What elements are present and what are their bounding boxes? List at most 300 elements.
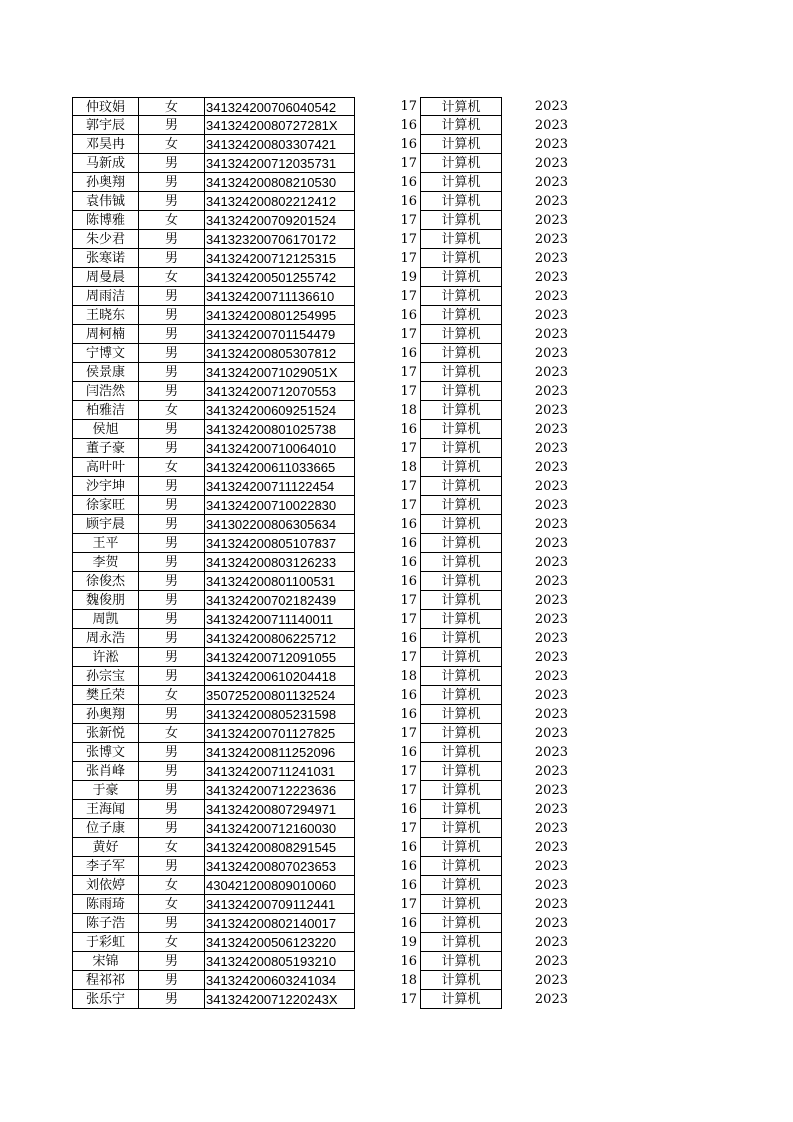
age-cell: 16 (400, 878, 417, 893)
student-name-cell: 张博文 (72, 743, 138, 762)
student-name-cell: 位子康 (72, 819, 138, 838)
age-cell: 16 (400, 422, 417, 437)
age-cell: 17 (400, 992, 417, 1007)
enroll-year-cell: 2023 (534, 422, 568, 437)
table-row (0, 420, 793, 439)
table-row (0, 439, 793, 458)
age-cell: 17 (400, 365, 417, 380)
major-cell: 计算机 (420, 515, 502, 534)
gender-cell: 女 (138, 268, 204, 287)
gender-cell: 男 (138, 344, 204, 363)
student-name-cell: 陈博雅 (72, 211, 138, 230)
gender-cell: 女 (138, 211, 204, 230)
gender-cell: 男 (138, 648, 204, 667)
major-cell: 计算机 (420, 192, 502, 211)
table-row (0, 838, 793, 857)
enroll-year-cell: 2023 (534, 726, 568, 741)
enroll-year-cell: 2023 (534, 536, 568, 551)
major-cell: 计算机 (420, 363, 502, 382)
enroll-year-cell: 2023 (534, 821, 568, 836)
age-cell: 16 (400, 802, 417, 817)
major-cell: 计算机 (420, 895, 502, 914)
enroll-year-cell: 2023 (534, 251, 568, 266)
id-number-cell: 341324200610204418 (204, 667, 355, 686)
gender-cell: 男 (138, 971, 204, 990)
enroll-year-cell: 2023 (534, 232, 568, 247)
table-row (0, 249, 793, 268)
major-cell: 计算机 (420, 534, 502, 553)
student-name-cell: 邓昊冉 (72, 135, 138, 154)
age-cell: 19 (400, 270, 417, 285)
age-cell: 17 (400, 821, 417, 836)
student-name-cell: 张新悦 (72, 724, 138, 743)
id-number-cell: 341324200712223636 (204, 781, 355, 800)
student-name-cell: 于彩虹 (72, 933, 138, 952)
enroll-year-cell: 2023 (534, 194, 568, 209)
enroll-year-cell: 2023 (534, 479, 568, 494)
gender-cell: 女 (138, 933, 204, 952)
major-cell: 计算机 (420, 971, 502, 990)
student-name-cell: 王海闻 (72, 800, 138, 819)
major-cell: 计算机 (420, 838, 502, 857)
major-cell: 计算机 (420, 648, 502, 667)
enroll-year-cell: 2023 (534, 992, 568, 1007)
id-number-cell: 350725200801132524 (204, 686, 355, 705)
student-name-cell: 仲玟娟 (72, 97, 138, 116)
table-row (0, 382, 793, 401)
major-cell: 计算机 (420, 857, 502, 876)
gender-cell: 男 (138, 249, 204, 268)
age-cell: 17 (400, 251, 417, 266)
age-cell: 16 (400, 536, 417, 551)
student-name-cell: 王平 (72, 534, 138, 553)
table-row (0, 496, 793, 515)
id-number-cell: 341324200807023653 (204, 857, 355, 876)
table-row (0, 762, 793, 781)
age-cell: 17 (400, 384, 417, 399)
age-cell: 17 (400, 156, 417, 171)
student-name-cell: 王晓东 (72, 306, 138, 325)
id-number-cell: 341324200811252096 (204, 743, 355, 762)
table-row (0, 306, 793, 325)
student-name-cell: 周永浩 (72, 629, 138, 648)
id-number-cell: 341324200805231598 (204, 705, 355, 724)
id-number-cell: 341324200806225712 (204, 629, 355, 648)
table-row (0, 648, 793, 667)
id-number-cell: 341324200701154479 (204, 325, 355, 344)
major-cell: 计算机 (420, 781, 502, 800)
table-row (0, 895, 793, 914)
table-row (0, 591, 793, 610)
table-row (0, 154, 793, 173)
id-number-cell: 341324200801025738 (204, 420, 355, 439)
age-cell: 16 (400, 745, 417, 760)
major-cell: 计算机 (420, 116, 502, 135)
enroll-year-cell: 2023 (534, 346, 568, 361)
enroll-year-cell: 2023 (534, 289, 568, 304)
enroll-year-cell: 2023 (534, 308, 568, 323)
table-row (0, 363, 793, 382)
gender-cell: 女 (138, 724, 204, 743)
major-cell: 计算机 (420, 97, 502, 116)
student-name-cell: 周雨洁 (72, 287, 138, 306)
gender-cell: 男 (138, 705, 204, 724)
student-name-cell: 魏俊朋 (72, 591, 138, 610)
student-name-cell: 高叶叶 (72, 458, 138, 477)
gender-cell: 男 (138, 477, 204, 496)
table-row (0, 876, 793, 895)
id-number-cell: 341324200805307812 (204, 344, 355, 363)
enroll-year-cell: 2023 (534, 574, 568, 589)
major-cell: 计算机 (420, 819, 502, 838)
id-number-cell: 34132420071029051X (204, 363, 355, 382)
table-row (0, 135, 793, 154)
age-cell: 17 (400, 897, 417, 912)
gender-cell: 女 (138, 401, 204, 420)
gender-cell: 男 (138, 439, 204, 458)
age-cell: 17 (400, 99, 417, 114)
age-cell: 17 (400, 783, 417, 798)
enroll-year-cell: 2023 (534, 498, 568, 513)
table-row (0, 287, 793, 306)
major-cell: 计算机 (420, 154, 502, 173)
enroll-year-cell: 2023 (534, 916, 568, 931)
age-cell: 17 (400, 498, 417, 513)
enroll-year-cell: 2023 (534, 802, 568, 817)
age-cell: 17 (400, 764, 417, 779)
id-number-cell: 341324200712070553 (204, 382, 355, 401)
student-name-cell: 侯旭 (72, 420, 138, 439)
table-row (0, 705, 793, 724)
age-cell: 16 (400, 137, 417, 152)
id-number-cell: 34132420080727281X (204, 116, 355, 135)
major-cell: 计算机 (420, 496, 502, 515)
enroll-year-cell: 2023 (534, 954, 568, 969)
gender-cell: 男 (138, 306, 204, 325)
id-number-cell: 341324200801100531 (204, 572, 355, 591)
student-name-cell: 郭宇辰 (72, 116, 138, 135)
id-number-cell: 341324200808291545 (204, 838, 355, 857)
id-number-cell: 341324200711241031 (204, 762, 355, 781)
major-cell: 计算机 (420, 306, 502, 325)
student-name-cell: 张肖峰 (72, 762, 138, 781)
major-cell: 计算机 (420, 420, 502, 439)
gender-cell: 男 (138, 116, 204, 135)
student-name-cell: 张乐宁 (72, 990, 138, 1009)
major-cell: 计算机 (420, 249, 502, 268)
student-name-cell: 马新成 (72, 154, 138, 173)
table-row (0, 724, 793, 743)
age-cell: 16 (400, 631, 417, 646)
gender-cell: 男 (138, 154, 204, 173)
student-name-cell: 孙奥翔 (72, 173, 138, 192)
table-row (0, 97, 793, 116)
id-number-cell: 341324200501255742 (204, 268, 355, 287)
major-cell: 计算机 (420, 762, 502, 781)
student-name-cell: 沙宇坤 (72, 477, 138, 496)
gender-cell: 男 (138, 800, 204, 819)
age-cell: 16 (400, 308, 417, 323)
table-row (0, 781, 793, 800)
enroll-year-cell: 2023 (534, 175, 568, 190)
enroll-year-cell: 2023 (534, 859, 568, 874)
table-row (0, 344, 793, 363)
table-row (0, 192, 793, 211)
id-number-cell: 341324200709201524 (204, 211, 355, 230)
major-cell: 计算机 (420, 268, 502, 287)
enroll-year-cell: 2023 (534, 783, 568, 798)
id-number-cell: 341324200807294971 (204, 800, 355, 819)
enroll-year-cell: 2023 (534, 612, 568, 627)
table-row (0, 610, 793, 629)
major-cell: 计算机 (420, 952, 502, 971)
student-name-cell: 闫浩然 (72, 382, 138, 401)
table-row (0, 857, 793, 876)
table-row (0, 116, 793, 135)
student-name-cell: 陈子浩 (72, 914, 138, 933)
enroll-year-cell: 2023 (534, 137, 568, 152)
age-cell: 16 (400, 555, 417, 570)
table-row (0, 553, 793, 572)
table-row (0, 686, 793, 705)
major-cell: 计算机 (420, 724, 502, 743)
id-number-cell: 341324200603241034 (204, 971, 355, 990)
id-number-cell: 341324200712125315 (204, 249, 355, 268)
gender-cell: 女 (138, 135, 204, 154)
gender-cell: 男 (138, 325, 204, 344)
id-number-cell: 341324200801254995 (204, 306, 355, 325)
major-cell: 计算机 (420, 686, 502, 705)
age-cell: 17 (400, 327, 417, 342)
table-row (0, 477, 793, 496)
age-cell: 17 (400, 726, 417, 741)
enroll-year-cell: 2023 (534, 517, 568, 532)
major-cell: 计算机 (420, 933, 502, 952)
id-number-cell: 341324200803126233 (204, 553, 355, 572)
table-row (0, 914, 793, 933)
student-name-cell: 樊丘荣 (72, 686, 138, 705)
student-name-cell: 李子军 (72, 857, 138, 876)
age-cell: 19 (400, 935, 417, 950)
table-row (0, 971, 793, 990)
age-cell: 17 (400, 232, 417, 247)
id-number-cell: 34132420071220243X (204, 990, 355, 1009)
enroll-year-cell: 2023 (534, 593, 568, 608)
age-cell: 18 (400, 669, 417, 684)
enroll-year-cell: 2023 (534, 327, 568, 342)
table-row (0, 952, 793, 971)
student-name-cell: 陈雨琦 (72, 895, 138, 914)
gender-cell: 男 (138, 420, 204, 439)
gender-cell: 男 (138, 667, 204, 686)
major-cell: 计算机 (420, 439, 502, 458)
age-cell: 16 (400, 840, 417, 855)
gender-cell: 男 (138, 990, 204, 1009)
gender-cell: 女 (138, 97, 204, 116)
enroll-year-cell: 2023 (534, 99, 568, 114)
id-number-cell: 341324200702182439 (204, 591, 355, 610)
student-name-cell: 宁博文 (72, 344, 138, 363)
student-name-cell: 程祁祁 (72, 971, 138, 990)
enroll-year-cell: 2023 (534, 650, 568, 665)
gender-cell: 男 (138, 173, 204, 192)
id-number-cell: 341324200712035731 (204, 154, 355, 173)
age-cell: 16 (400, 194, 417, 209)
student-name-cell: 顾宇晨 (72, 515, 138, 534)
student-name-cell: 宋锦 (72, 952, 138, 971)
major-cell: 计算机 (420, 458, 502, 477)
id-number-cell: 341324200711122454 (204, 477, 355, 496)
major-cell: 计算机 (420, 553, 502, 572)
student-name-cell: 许淞 (72, 648, 138, 667)
age-cell: 17 (400, 650, 417, 665)
major-cell: 计算机 (420, 173, 502, 192)
id-number-cell: 341324200709112441 (204, 895, 355, 914)
table-row (0, 534, 793, 553)
age-cell: 16 (400, 574, 417, 589)
major-cell: 计算机 (420, 610, 502, 629)
enroll-year-cell: 2023 (534, 460, 568, 475)
age-cell: 17 (400, 593, 417, 608)
student-name-cell: 于豪 (72, 781, 138, 800)
gender-cell: 女 (138, 458, 204, 477)
table-row (0, 743, 793, 762)
student-name-cell: 周柯楠 (72, 325, 138, 344)
age-cell: 18 (400, 973, 417, 988)
age-cell: 17 (400, 441, 417, 456)
enroll-year-cell: 2023 (534, 878, 568, 893)
major-cell: 计算机 (420, 325, 502, 344)
gender-cell: 男 (138, 629, 204, 648)
age-cell: 16 (400, 859, 417, 874)
major-cell: 计算机 (420, 629, 502, 648)
student-name-cell: 孙奥翔 (72, 705, 138, 724)
age-cell: 16 (400, 916, 417, 931)
student-name-cell: 袁伟铖 (72, 192, 138, 211)
enroll-year-cell: 2023 (534, 764, 568, 779)
major-cell: 计算机 (420, 876, 502, 895)
table-row (0, 990, 793, 1009)
gender-cell: 女 (138, 686, 204, 705)
student-name-cell: 李贺 (72, 553, 138, 572)
id-number-cell: 341324200802212412 (204, 192, 355, 211)
major-cell: 计算机 (420, 287, 502, 306)
major-cell: 计算机 (420, 914, 502, 933)
major-cell: 计算机 (420, 572, 502, 591)
age-cell: 17 (400, 479, 417, 494)
student-name-cell: 周曼晨 (72, 268, 138, 287)
gender-cell: 男 (138, 591, 204, 610)
table-row (0, 572, 793, 591)
enroll-year-cell: 2023 (534, 441, 568, 456)
gender-cell: 男 (138, 496, 204, 515)
table-row (0, 933, 793, 952)
id-number-cell: 341324200803307421 (204, 135, 355, 154)
gender-cell: 男 (138, 553, 204, 572)
student-name-cell: 朱少君 (72, 230, 138, 249)
major-cell: 计算机 (420, 344, 502, 363)
age-cell: 16 (400, 517, 417, 532)
id-number-cell: 341302200806305634 (204, 515, 355, 534)
id-number-cell: 341324200802140017 (204, 914, 355, 933)
student-name-cell: 张寒诺 (72, 249, 138, 268)
enroll-year-cell: 2023 (534, 897, 568, 912)
age-cell: 16 (400, 175, 417, 190)
table-row (0, 211, 793, 230)
age-cell: 16 (400, 688, 417, 703)
id-number-cell: 341324200712091055 (204, 648, 355, 667)
major-cell: 计算机 (420, 135, 502, 154)
enroll-year-cell: 2023 (534, 403, 568, 418)
gender-cell: 男 (138, 762, 204, 781)
id-number-cell: 341324200611033665 (204, 458, 355, 477)
enroll-year-cell: 2023 (534, 688, 568, 703)
id-number-cell: 341324200706040542 (204, 97, 355, 116)
student-name-cell: 徐家旺 (72, 496, 138, 515)
age-cell: 16 (400, 118, 417, 133)
enroll-year-cell: 2023 (534, 840, 568, 855)
id-number-cell: 341324200506123220 (204, 933, 355, 952)
major-cell: 计算机 (420, 230, 502, 249)
table-row (0, 173, 793, 192)
gender-cell: 女 (138, 895, 204, 914)
gender-cell: 男 (138, 230, 204, 249)
gender-cell: 男 (138, 781, 204, 800)
id-number-cell: 430421200809010060 (204, 876, 355, 895)
student-name-cell: 孙宗宝 (72, 667, 138, 686)
table-row (0, 401, 793, 420)
gender-cell: 男 (138, 534, 204, 553)
age-cell: 16 (400, 954, 417, 969)
table-row (0, 458, 793, 477)
age-cell: 17 (400, 612, 417, 627)
major-cell: 计算机 (420, 743, 502, 762)
major-cell: 计算机 (420, 705, 502, 724)
student-name-cell: 董子豪 (72, 439, 138, 458)
enroll-year-cell: 2023 (534, 707, 568, 722)
enroll-year-cell: 2023 (534, 384, 568, 399)
age-cell: 17 (400, 289, 417, 304)
id-number-cell: 341323200706170172 (204, 230, 355, 249)
major-cell: 计算机 (420, 477, 502, 496)
gender-cell: 男 (138, 857, 204, 876)
enroll-year-cell: 2023 (534, 935, 568, 950)
age-cell: 16 (400, 707, 417, 722)
gender-cell: 男 (138, 610, 204, 629)
enroll-year-cell: 2023 (534, 973, 568, 988)
major-cell: 计算机 (420, 382, 502, 401)
gender-cell: 男 (138, 914, 204, 933)
enroll-year-cell: 2023 (534, 118, 568, 133)
gender-cell: 女 (138, 876, 204, 895)
major-cell: 计算机 (420, 990, 502, 1009)
id-number-cell: 341324200805193210 (204, 952, 355, 971)
enroll-year-cell: 2023 (534, 270, 568, 285)
enroll-year-cell: 2023 (534, 156, 568, 171)
major-cell: 计算机 (420, 667, 502, 686)
student-name-cell: 徐俊杰 (72, 572, 138, 591)
gender-cell: 男 (138, 572, 204, 591)
table-row (0, 819, 793, 838)
id-number-cell: 341324200711136610 (204, 287, 355, 306)
student-name-cell: 黄好 (72, 838, 138, 857)
id-number-cell: 341324200711140011 (204, 610, 355, 629)
id-number-cell: 341324200712160030 (204, 819, 355, 838)
student-name-cell: 刘依婷 (72, 876, 138, 895)
table-row (0, 230, 793, 249)
table-row (0, 268, 793, 287)
gender-cell: 男 (138, 192, 204, 211)
